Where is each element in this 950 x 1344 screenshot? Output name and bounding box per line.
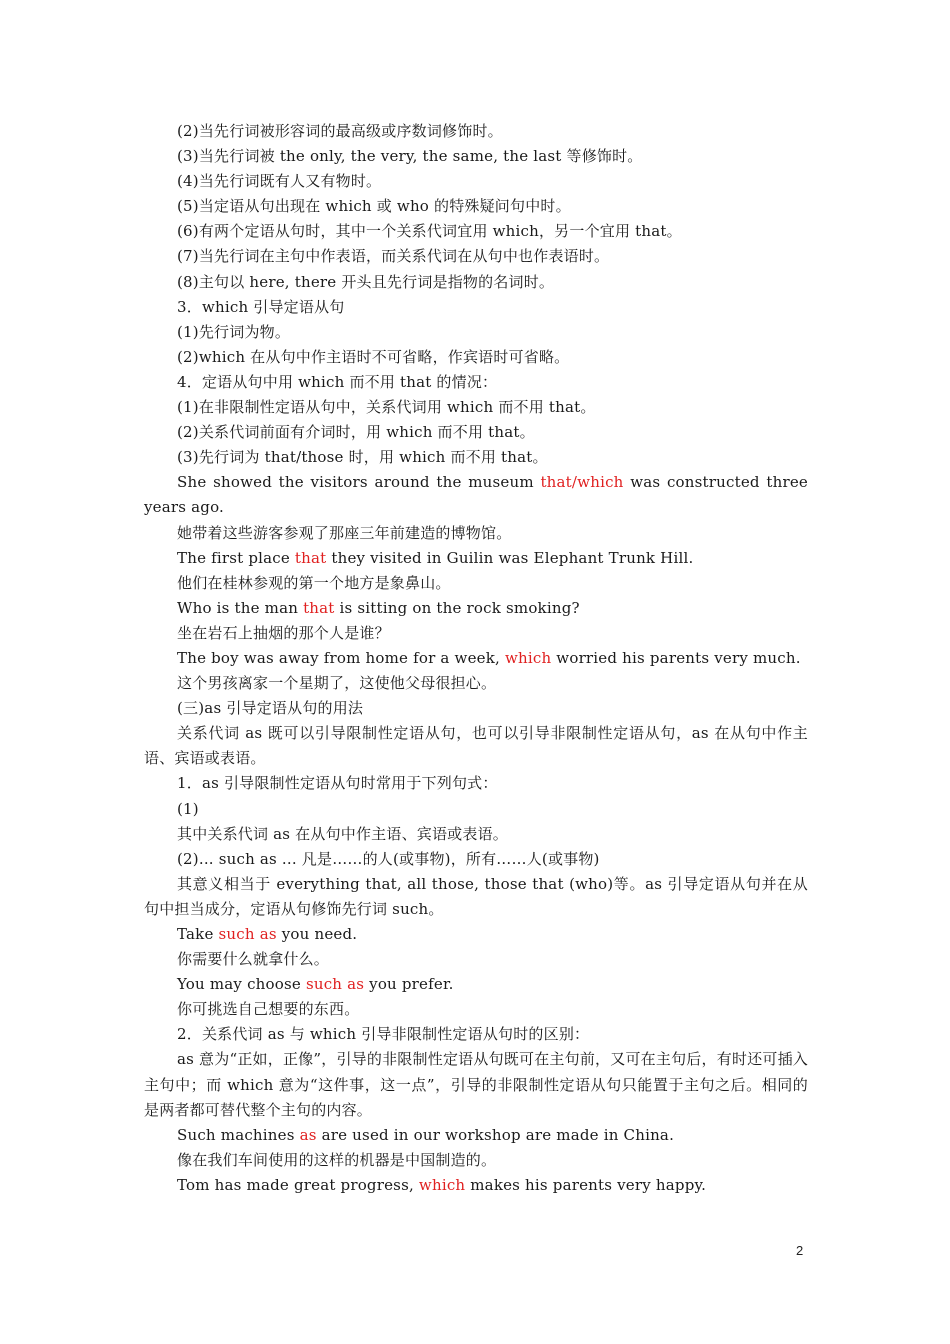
text-line: 其中关系代词 as 在从句中作主语、宾语或表语。 (177, 824, 508, 843)
text-line: (8)主句以 here, there 开头且先行词是指物的名词时。 (177, 272, 555, 291)
translation-line: 这个男孩离家一个星期了，这使他父母很担心。 (177, 674, 497, 693)
translation-line: 你需要什么就拿什么。 (177, 950, 330, 969)
paragraph: 关系代词 as 既可以引导限制性定语从句，也可以引导非限制性定语从句，as 在从句中作主语、宾语或表语。 (144, 724, 808, 768)
example-sentence: The first place that they visited in Guilin was Elephant Trunk Hill. (177, 548, 694, 567)
highlighted-word: which (418, 1175, 466, 1194)
example-sentence: The boy was away from home for a week, which worried his parents very much. (177, 648, 801, 667)
page-number: 2 (796, 1243, 804, 1258)
translation-line: 他们在桂林参观的第一个地方是象鼻山。 (177, 573, 451, 592)
text-line: (2)关系代词前面有介词时，用 which 而不用 that。 (177, 423, 535, 442)
text-line: (4)当先行词既有人又有物时。 (177, 172, 382, 191)
example-sentence: You may choose such as you prefer. (177, 975, 454, 994)
section-heading: 1．as 引导限制性定语从句时常用于下列句式： (177, 774, 498, 793)
text-line: (3)当先行词被 the only, the very, the same, the last 等修饰时。 (177, 147, 643, 166)
highlighted-word: as (299, 1125, 317, 1144)
paragraph: as 意为“正如，正像”，引导的非限制性定语从句既可在主句前，又可在主句后，有时还可插入主句中；而 which 意为“这件事，这一点”，引导的非限制性定语从句只能置于主句之后。相同的是两者都可替代整个主句的内容。 (144, 1050, 808, 1119)
highlighted-word: that (294, 548, 327, 567)
text-line: (1) (177, 799, 199, 818)
page-content (144, 119, 813, 1198)
example-sentence: Tom has made great progress, which makes his parents very happy. (177, 1175, 707, 1194)
text-line: (2)... such as ... 凡是……的人(或事物)，所有……人(或事物) (177, 849, 600, 868)
section-heading: 2．关系代词 as 与 which 引导非限制性定语从句时的区别： (177, 1025, 590, 1044)
text-line: (2)当先行词被形容词的最高级或序数词修饰时。 (177, 122, 503, 140)
example-sentence: She showed the visitors around the museum that/which was constructed three years ago. (144, 473, 813, 517)
highlighted-word: that/which (540, 473, 624, 492)
highlighted-word: that (303, 598, 335, 617)
translation-line: 像在我们车间使用的这样的机器是中国制造的。 (177, 1150, 497, 1169)
text-line: (5)当定语从句出现在 which 或 who 的特殊疑问句中时。 (177, 197, 571, 216)
translation-line: 你可挑选自己想要的东西。 (177, 1000, 360, 1019)
highlighted-word: such as (305, 975, 365, 994)
text-line: (7)当先行词在主句中作表语，而关系代词在从句中也作表语时。 (177, 247, 610, 266)
paragraph: 其意义相当于 everything that, all those, those that (who)等。as 引导定语从句并在从句中担当成分，定语从句修饰先行词 such。 (144, 874, 808, 918)
text-line: (2)which 在从句中作主语时不可省略，作宾语时可省略。 (177, 347, 570, 366)
highlighted-word: which (504, 648, 552, 667)
section-heading: (三)as 引导定语从句的用法 (177, 699, 364, 718)
section-heading: 4．定语从句中用 which 而不用 that 的情况： (177, 372, 498, 391)
text-line: (6)有两个定语从句时，其中一个关系代词宜用 which，另一个宜用 that。 (177, 222, 682, 241)
text-line: (3)先行词为 that/those 时，用 which 而不用 that。 (177, 448, 548, 467)
translation-line: 坐在岩石上抽烟的那个人是谁？ (177, 623, 390, 642)
text-line: (1)先行词为物。 (177, 322, 291, 341)
translation-line: 她带着这些游客参观了那座三年前建造的博物馆。 (177, 523, 512, 542)
example-sentence: Who is the man that is sitting on the rock smoking? (177, 598, 580, 617)
text-line: (1)在非限制性定语从句中，关系代词用 which 而不用 that。 (177, 398, 596, 417)
section-heading: 3．which 引导定语从句 (177, 297, 345, 316)
example-sentence: Take such as you need. (177, 925, 358, 943)
example-sentence: Such machines as are used in our workshop are made in China. (177, 1125, 675, 1144)
highlighted-word: such as (218, 925, 277, 943)
